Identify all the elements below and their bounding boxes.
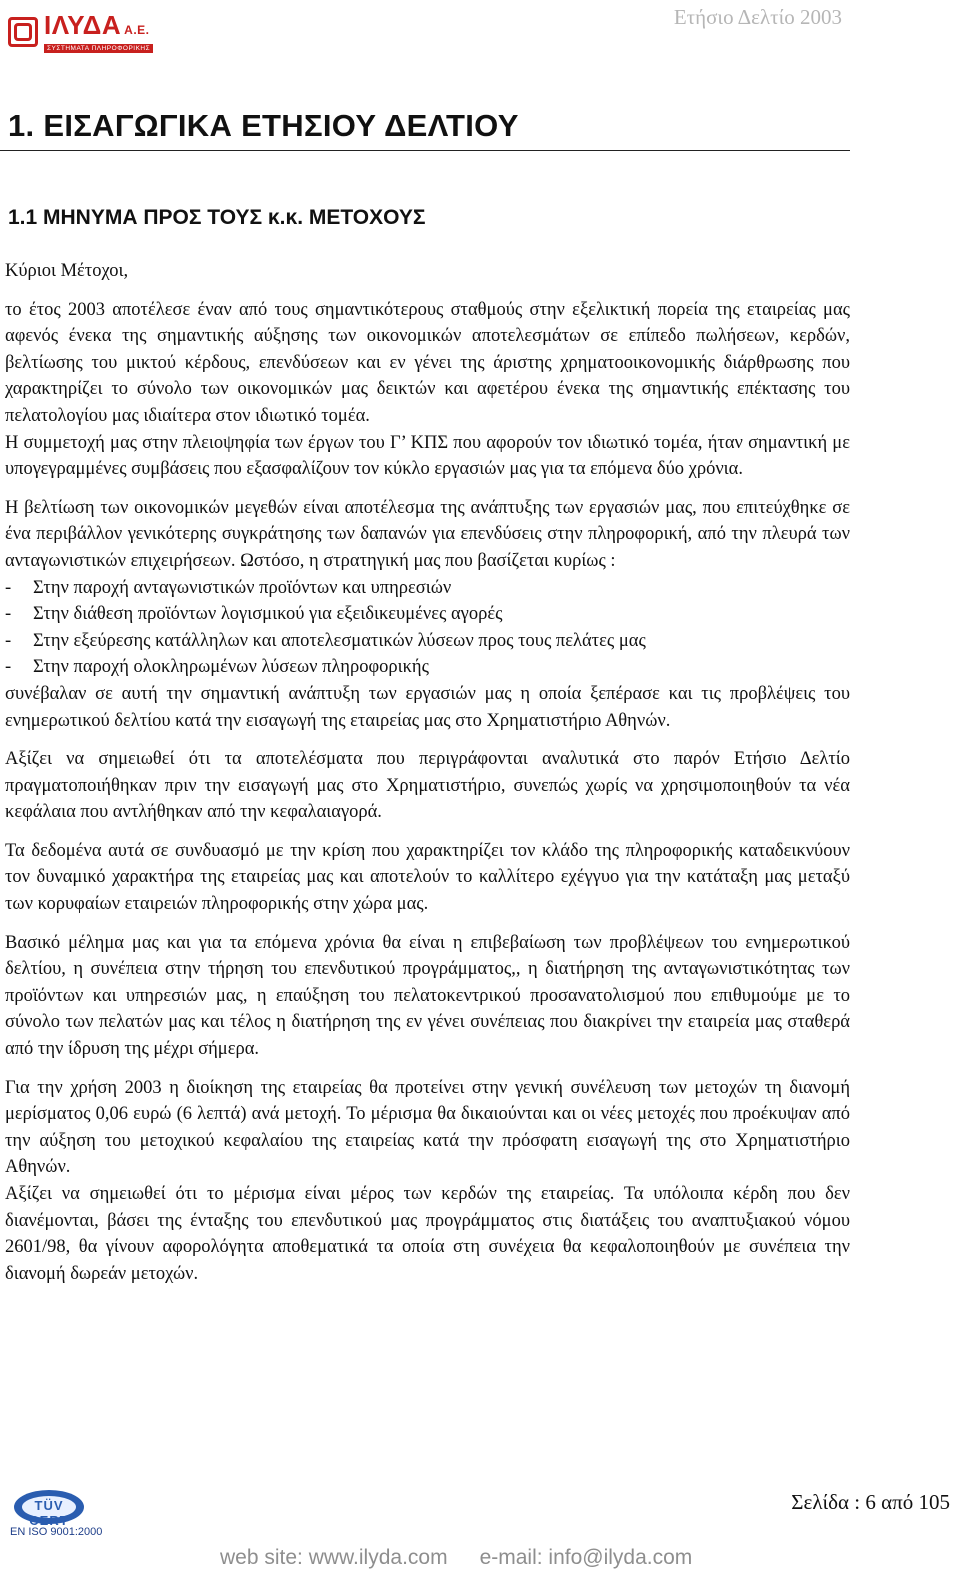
strategy-list: [5, 575, 850, 681]
section-title: 1. ΕΙΣΑΓΩΓΙΚΑ ΕΤΗΣΙΟΥ ΔΕΛΤΙΟΥ: [8, 108, 519, 143]
paragraph: Αξίζει να σημειωθεί ότι τα αποτελέσματα που περιγράφονται αναλυτικά στο παρόν Ετήσιο Δελτίο πραγματοποιήθηκαν πριν την εισαγωγή μας στο Χρηματιστήριο, συνεπώς χωρίς να χρησιμοποιηθούν τα νέα κεφάλαια που αντλήθηκαν από την κεφαλαιαγορά.: [5, 749, 850, 823]
paragraph: Βασικό μέλημα μας και για τα επόμενα χρόνια θα είναι η επιβεβαίωση των προβλέψεων του ενημερωτικού δελτίου, η συνέπεια στην τήρηση του επενδυτικού προγράμματος,, η διατήρηση της ανταγωνιστικότητας των προϊόντων και υπηρεσιών μας, η επαύξηση του πελατοκεντρικού προσανατολισμού που επιθυμούμε με το σύνολο των πελατών μας και τέλος η διατήρηση της εν γένει συνέπειας που διακρίνει την εταιρεία μας σταθερά από την ίδρυση της μέχρι σήμερα.: [5, 932, 850, 1060]
paragraph: Τα δεδομένα αυτά σε συνδυασμό με την κρίση που χαρακτηρίζει τον κλάδο της πληροφορικής καταδεικνύουν τον δυναμικό χαρακτήρα της εταιρείας μας και αποτελούν το καλλίτερο εχέγγυο για την κατάταξη μας μεταξύ των κορυφαίων εταιρειών πληροφορικής στην χώρα μας.: [5, 840, 850, 915]
paragraph: το έτος 2003 αποτέλεσε έναν από τους σημαντικότερους σταθμούς στην εξελικτική πορεία της εταιρείας μας αφενός ένεκα της σημαντικής αύξησης των οικονομικών αποτελεσμάτων σε επίπεδο πωλήσεων, κερδών, βελτίωσης του μικτού κέρδους, επενδύσεων και εν γένει της άριστης χρηματοοικονομικής διάρθρωσης που χαρακτηρίζει το σύνολο των οικονομικών μας δεικτών και αφετέρου ένεκα της σημαντικής επέκτασης του πελατολογίου μας ιδιαίτερα στον ιδιωτικό τομέα.: [5, 299, 850, 426]
paragraph: Η συμμετοχή μας στην πλειοψηφία των έργων του Γ’ ΚΠΣ που αφορούν τον ιδιωτικό τομέα, ήταν σημαντική με υπογεγραμμένες συμβάσεις που εξασφαλίζουν τον κύκλο εργασιών μας για τα επόμενα δύο χρόνια.: [5, 432, 850, 480]
list-item: - Στην παροχή ολοκληρωμένων λύσεων πληροφορικής: [5, 657, 429, 678]
paragraph: Για την χρήση 2003 η διοίκηση της εταιρείας θα προτείνει στην γενική συνέλευση των μετοχών τη διανομή μερίσματος 0,06 ευρώ (6 λεπτά) ανά μετοχή. Το μέρισμα θα δικαιούνται και οι νέες μετοχές που προέκυψαν από την αύξηση του μετοχικού κεφαλαίου της εταιρείας κατά την πρόσφατη εισαγωγή της στο Χρηματιστήριο Αθηνών.: [5, 1077, 850, 1178]
email-link[interactable]: e-mail: info@ilyda.com: [479, 1546, 693, 1569]
iso-standard: EN ISO 9001:2000: [10, 1526, 103, 1538]
logo-tagline: ΣΥΣΤΗΜΑΤΑ ΠΛΗΡΟΦΟΡΙΚΗΣ: [44, 44, 153, 53]
list-item: - Στην εξεύρεσης κατάλληλων και αποτελεσματικών λύσεων προς τους πελάτες μας: [5, 630, 646, 651]
section-divider: [0, 150, 850, 151]
salutation: Κύριοι Μέτοχοι,: [5, 261, 129, 281]
report-title: Ετήσιο Δελτίο 2003: [673, 5, 842, 29]
tuv-cert-icon: TÜV CERT: [14, 1490, 84, 1524]
paragraph: Η βελτίωση των οικονομικών μεγεθών είναι αποτέλεσμα της ανάπτυξης των εργασιών μας, που επιτεύχθηκε σε ένα περιβάλλον γενικότερης συγκράτησης των δαπανών για επενδύσεις στην πληροφορική, από την πλευρά των ανταγωνιστικών επιχειρήσεων. Ωστόσο, η στρατηγική μας που βασίζεται κυρίως :: [5, 497, 850, 571]
certification-logo: [8, 1490, 118, 1540]
letter-body: [5, 258, 850, 1287]
logo-mark-icon: [8, 17, 38, 47]
logo-wordmark: ΙΛΥΔΑ Α.Ε.: [44, 9, 150, 40]
footer: [220, 1546, 692, 1570]
company-logo: [8, 9, 168, 52]
paragraph: συνέβαλαν σε αυτή την σημαντική ανάπτυξη των εργασιών μας η οποία ξεπέρασε και τις προβλέψεις του ενημερωτικού δελτίου κατά την εισαγωγή της εταιρείας μας στο Χρηματιστήριο Αθηνών.: [5, 683, 850, 731]
website-link[interactable]: web site: www.ilyda.com: [220, 1546, 448, 1569]
list-item: - Στην διάθεση προϊόντων λογισμικού για εξειδικευμένες αγορές: [5, 604, 503, 625]
page-number: Σελίδα : 6 από 105: [791, 1490, 950, 1514]
paragraph: Αξίζει να σημειωθεί ότι το μέρισμα είναι μέρος των κερδών της εταιρείας. Τα υπόλοιπα κέρδη που δεν διανέμονται, βάσει της ένταξης του επενδυτικού μας προγράμματος στις διατάξεις του αναπτυξιακού νόμου 2601/98, θα γίνουν αφορολόγητα αποθεματικά τα οποία στη συνέχεια θα κεφαλοποιηθούν με συνέπεια την διανομή δωρεάν μετοχών.: [5, 1184, 850, 1284]
subsection-title: 1.1 ΜΗΝΥΜΑ ΠΡΟΣ ΤΟΥΣ κ.κ. ΜΕΤΟΧΟΥΣ: [8, 206, 426, 229]
list-item: - Στην παροχή ανταγωνιστικών προϊόντων και υπηρεσιών: [5, 577, 452, 598]
